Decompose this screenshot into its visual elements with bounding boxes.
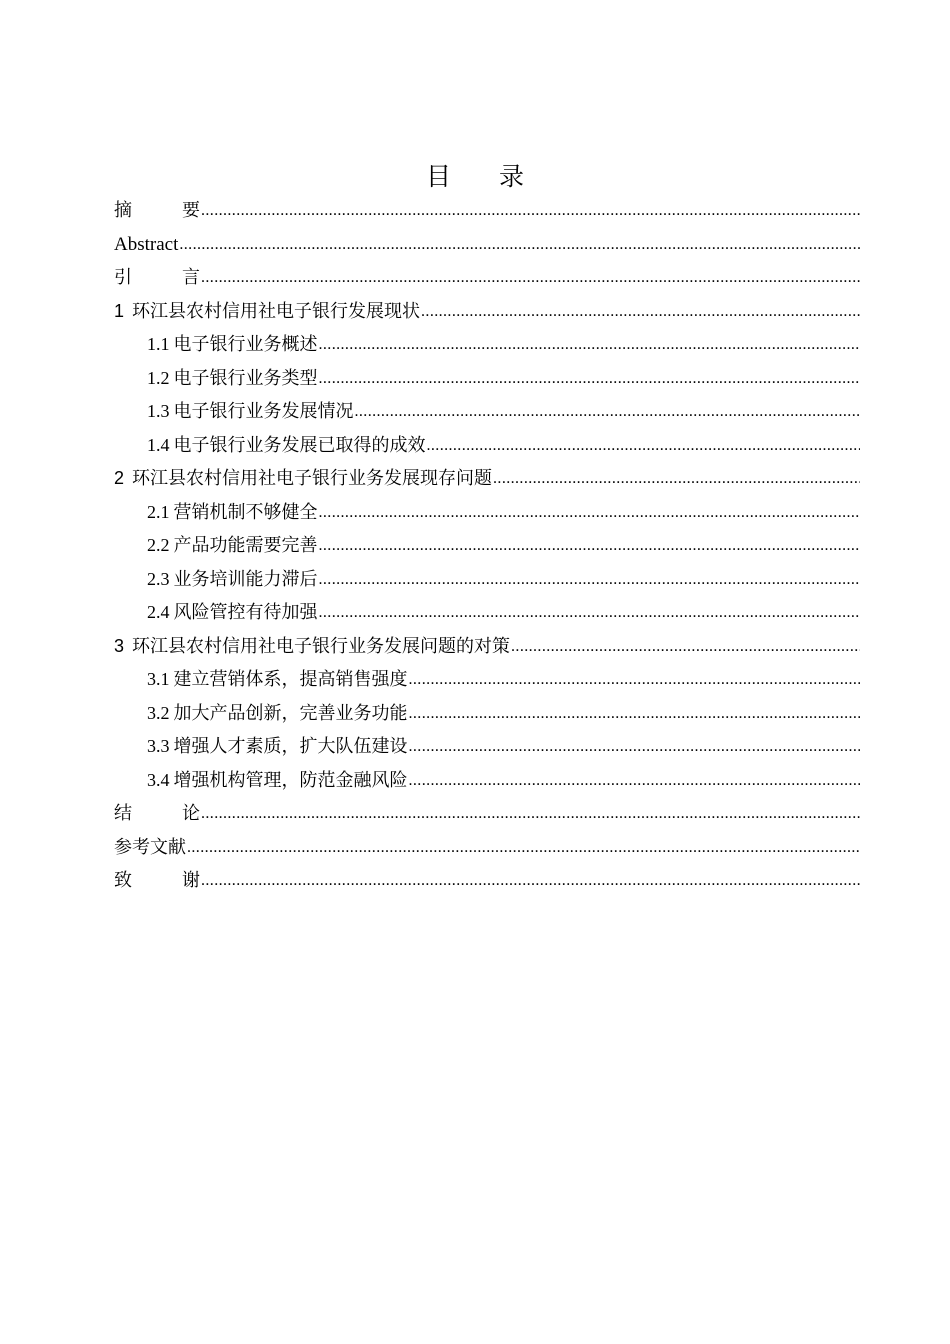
toc-entry-label bbox=[114, 261, 200, 295]
toc-entry-label bbox=[114, 462, 492, 496]
toc-entry-text: 营销机制不够健全 bbox=[173, 501, 318, 523]
toc-entry-label bbox=[114, 831, 186, 865]
toc-entry[interactable] bbox=[114, 563, 860, 597]
toc-entry-text: 增强人才素质，扩大队伍建设 bbox=[173, 736, 408, 757]
toc-entry-label bbox=[147, 529, 318, 563]
toc-entry[interactable] bbox=[114, 194, 860, 228]
toc-dot-leader bbox=[408, 730, 861, 764]
toc-entry-text: 建立营销体系，提高销售强度 bbox=[173, 669, 408, 690]
toc-entry-label bbox=[114, 295, 420, 329]
toc-entry-label bbox=[147, 429, 426, 463]
toc-dot-leader bbox=[510, 630, 860, 664]
toc-entry[interactable] bbox=[114, 228, 860, 262]
toc-entry-text: 言 bbox=[182, 267, 200, 288]
toc-entry-label bbox=[114, 797, 200, 831]
toc-dot-leader bbox=[200, 261, 860, 295]
toc-entry[interactable] bbox=[114, 764, 860, 798]
toc-entry-label bbox=[147, 764, 408, 798]
toc-entry-number: 3.1 bbox=[147, 669, 170, 689]
toc-entry-text: 结 bbox=[114, 803, 132, 824]
toc-entry[interactable] bbox=[114, 797, 860, 831]
toc-entry[interactable] bbox=[114, 362, 860, 396]
toc-entry-number: 3 bbox=[114, 635, 125, 656]
toc-entry-label bbox=[147, 663, 408, 697]
toc-entry[interactable] bbox=[114, 697, 860, 731]
toc-entry-text: 加大产品创新，完善业务功能 bbox=[173, 702, 408, 724]
toc-entry-number: 1.2 bbox=[147, 367, 170, 388]
toc-entry-text: 引 bbox=[114, 267, 132, 288]
toc-entry-label bbox=[147, 496, 318, 530]
toc-entry[interactable] bbox=[114, 395, 860, 429]
toc-title bbox=[0, 160, 950, 194]
toc-entry-label bbox=[114, 194, 200, 228]
toc-dot-leader bbox=[408, 764, 861, 798]
toc-entry-text: 环江县农村信用社电子银行发展现状 bbox=[132, 300, 421, 322]
toc-entry-text: 风险管控有待加强 bbox=[173, 602, 318, 623]
toc-dot-leader bbox=[318, 328, 861, 362]
toc-entry-number: 2 bbox=[114, 468, 125, 488]
toc-dot-leader bbox=[200, 864, 860, 898]
toc-entry-label bbox=[147, 596, 318, 630]
toc-entry-number: 3.3 bbox=[147, 736, 170, 756]
toc-entry-number: 2.4 bbox=[147, 602, 170, 622]
toc-dot-leader bbox=[318, 596, 861, 630]
toc-entry[interactable] bbox=[114, 730, 860, 764]
toc-entry-text: 电子银行业务类型 bbox=[173, 367, 318, 389]
toc-entry[interactable] bbox=[114, 462, 860, 496]
toc-entry-number: 1 bbox=[114, 300, 125, 321]
toc-entry-number: 1.3 bbox=[147, 401, 170, 421]
toc-entry-text: 环江县农村信用社电子银行业务发展问题的对策 bbox=[132, 635, 511, 657]
toc-entry-text: 产品功能需要完善 bbox=[173, 535, 318, 556]
toc-entry-number: 1.4 bbox=[147, 434, 170, 455]
toc-entry[interactable] bbox=[114, 864, 860, 898]
toc-list bbox=[114, 194, 860, 898]
toc-dot-leader bbox=[178, 228, 860, 262]
toc-dot-leader bbox=[200, 797, 860, 831]
toc-entry-text: 论 bbox=[182, 803, 200, 824]
toc-entry-text: 致 bbox=[114, 870, 132, 891]
toc-entry-label bbox=[114, 228, 178, 262]
toc-dot-leader bbox=[318, 362, 861, 396]
toc-entry-label bbox=[147, 563, 318, 597]
toc-entry[interactable] bbox=[114, 831, 860, 865]
toc-entry-label bbox=[147, 362, 318, 396]
toc-title-left: 目 bbox=[425, 162, 451, 191]
toc-entry-text: 电子银行业务发展已取得的成效 bbox=[173, 434, 426, 456]
toc-entry[interactable] bbox=[114, 630, 860, 664]
toc-entry-text: 电子银行业务概述 bbox=[173, 334, 318, 355]
toc-dot-leader bbox=[186, 831, 860, 865]
toc-entry[interactable] bbox=[114, 328, 860, 362]
toc-dot-leader bbox=[426, 429, 861, 463]
toc-entry-text: 增强机构管理，防范金融风险 bbox=[173, 769, 408, 791]
toc-entry-number: 2.3 bbox=[147, 568, 170, 589]
toc-entry-text: Abstract bbox=[114, 233, 179, 255]
toc-dot-leader bbox=[408, 697, 861, 731]
toc-dot-leader bbox=[200, 194, 860, 228]
toc-entry-text: 业务培训能力滞后 bbox=[173, 568, 318, 590]
toc-entry-number: 2.2 bbox=[147, 535, 170, 555]
toc-dot-leader bbox=[318, 563, 861, 597]
toc-entry-text: 电子银行业务发展情况 bbox=[173, 401, 354, 422]
toc-entry-text: 要 bbox=[182, 200, 200, 221]
toc-entry-label bbox=[147, 395, 354, 429]
toc-entry-label bbox=[147, 730, 408, 764]
toc-entry-label bbox=[147, 328, 318, 362]
toc-entry[interactable] bbox=[114, 663, 860, 697]
toc-entry[interactable] bbox=[114, 261, 860, 295]
toc-dot-leader bbox=[318, 496, 861, 530]
toc-entry-number: 3.2 bbox=[147, 702, 170, 723]
toc-entry-label bbox=[114, 630, 510, 664]
toc-dot-leader bbox=[318, 529, 861, 563]
toc-dot-leader bbox=[492, 462, 860, 496]
toc-entry[interactable] bbox=[114, 529, 860, 563]
toc-entry-text: 环江县农村信用社电子银行业务发展现存问题 bbox=[132, 468, 493, 489]
toc-title-right: 录 bbox=[499, 162, 525, 191]
toc-entry-number: 1.1 bbox=[147, 334, 170, 354]
toc-entry-number: 3.4 bbox=[147, 769, 170, 790]
toc-entry-label bbox=[147, 697, 408, 731]
toc-dot-leader bbox=[408, 663, 861, 697]
toc-entry-text: 参考文献 bbox=[114, 836, 186, 858]
toc-entry-text: 摘 bbox=[114, 200, 132, 221]
toc-dot-leader bbox=[420, 295, 860, 329]
toc-entry[interactable] bbox=[114, 429, 860, 463]
toc-entry[interactable] bbox=[114, 295, 860, 329]
toc-entry[interactable] bbox=[114, 496, 860, 530]
toc-entry-text: 谢 bbox=[182, 870, 200, 891]
toc-entry-label bbox=[114, 864, 200, 898]
toc-entry[interactable] bbox=[114, 596, 860, 630]
toc-dot-leader bbox=[354, 395, 861, 429]
toc-entry-number: 2.1 bbox=[147, 501, 170, 522]
